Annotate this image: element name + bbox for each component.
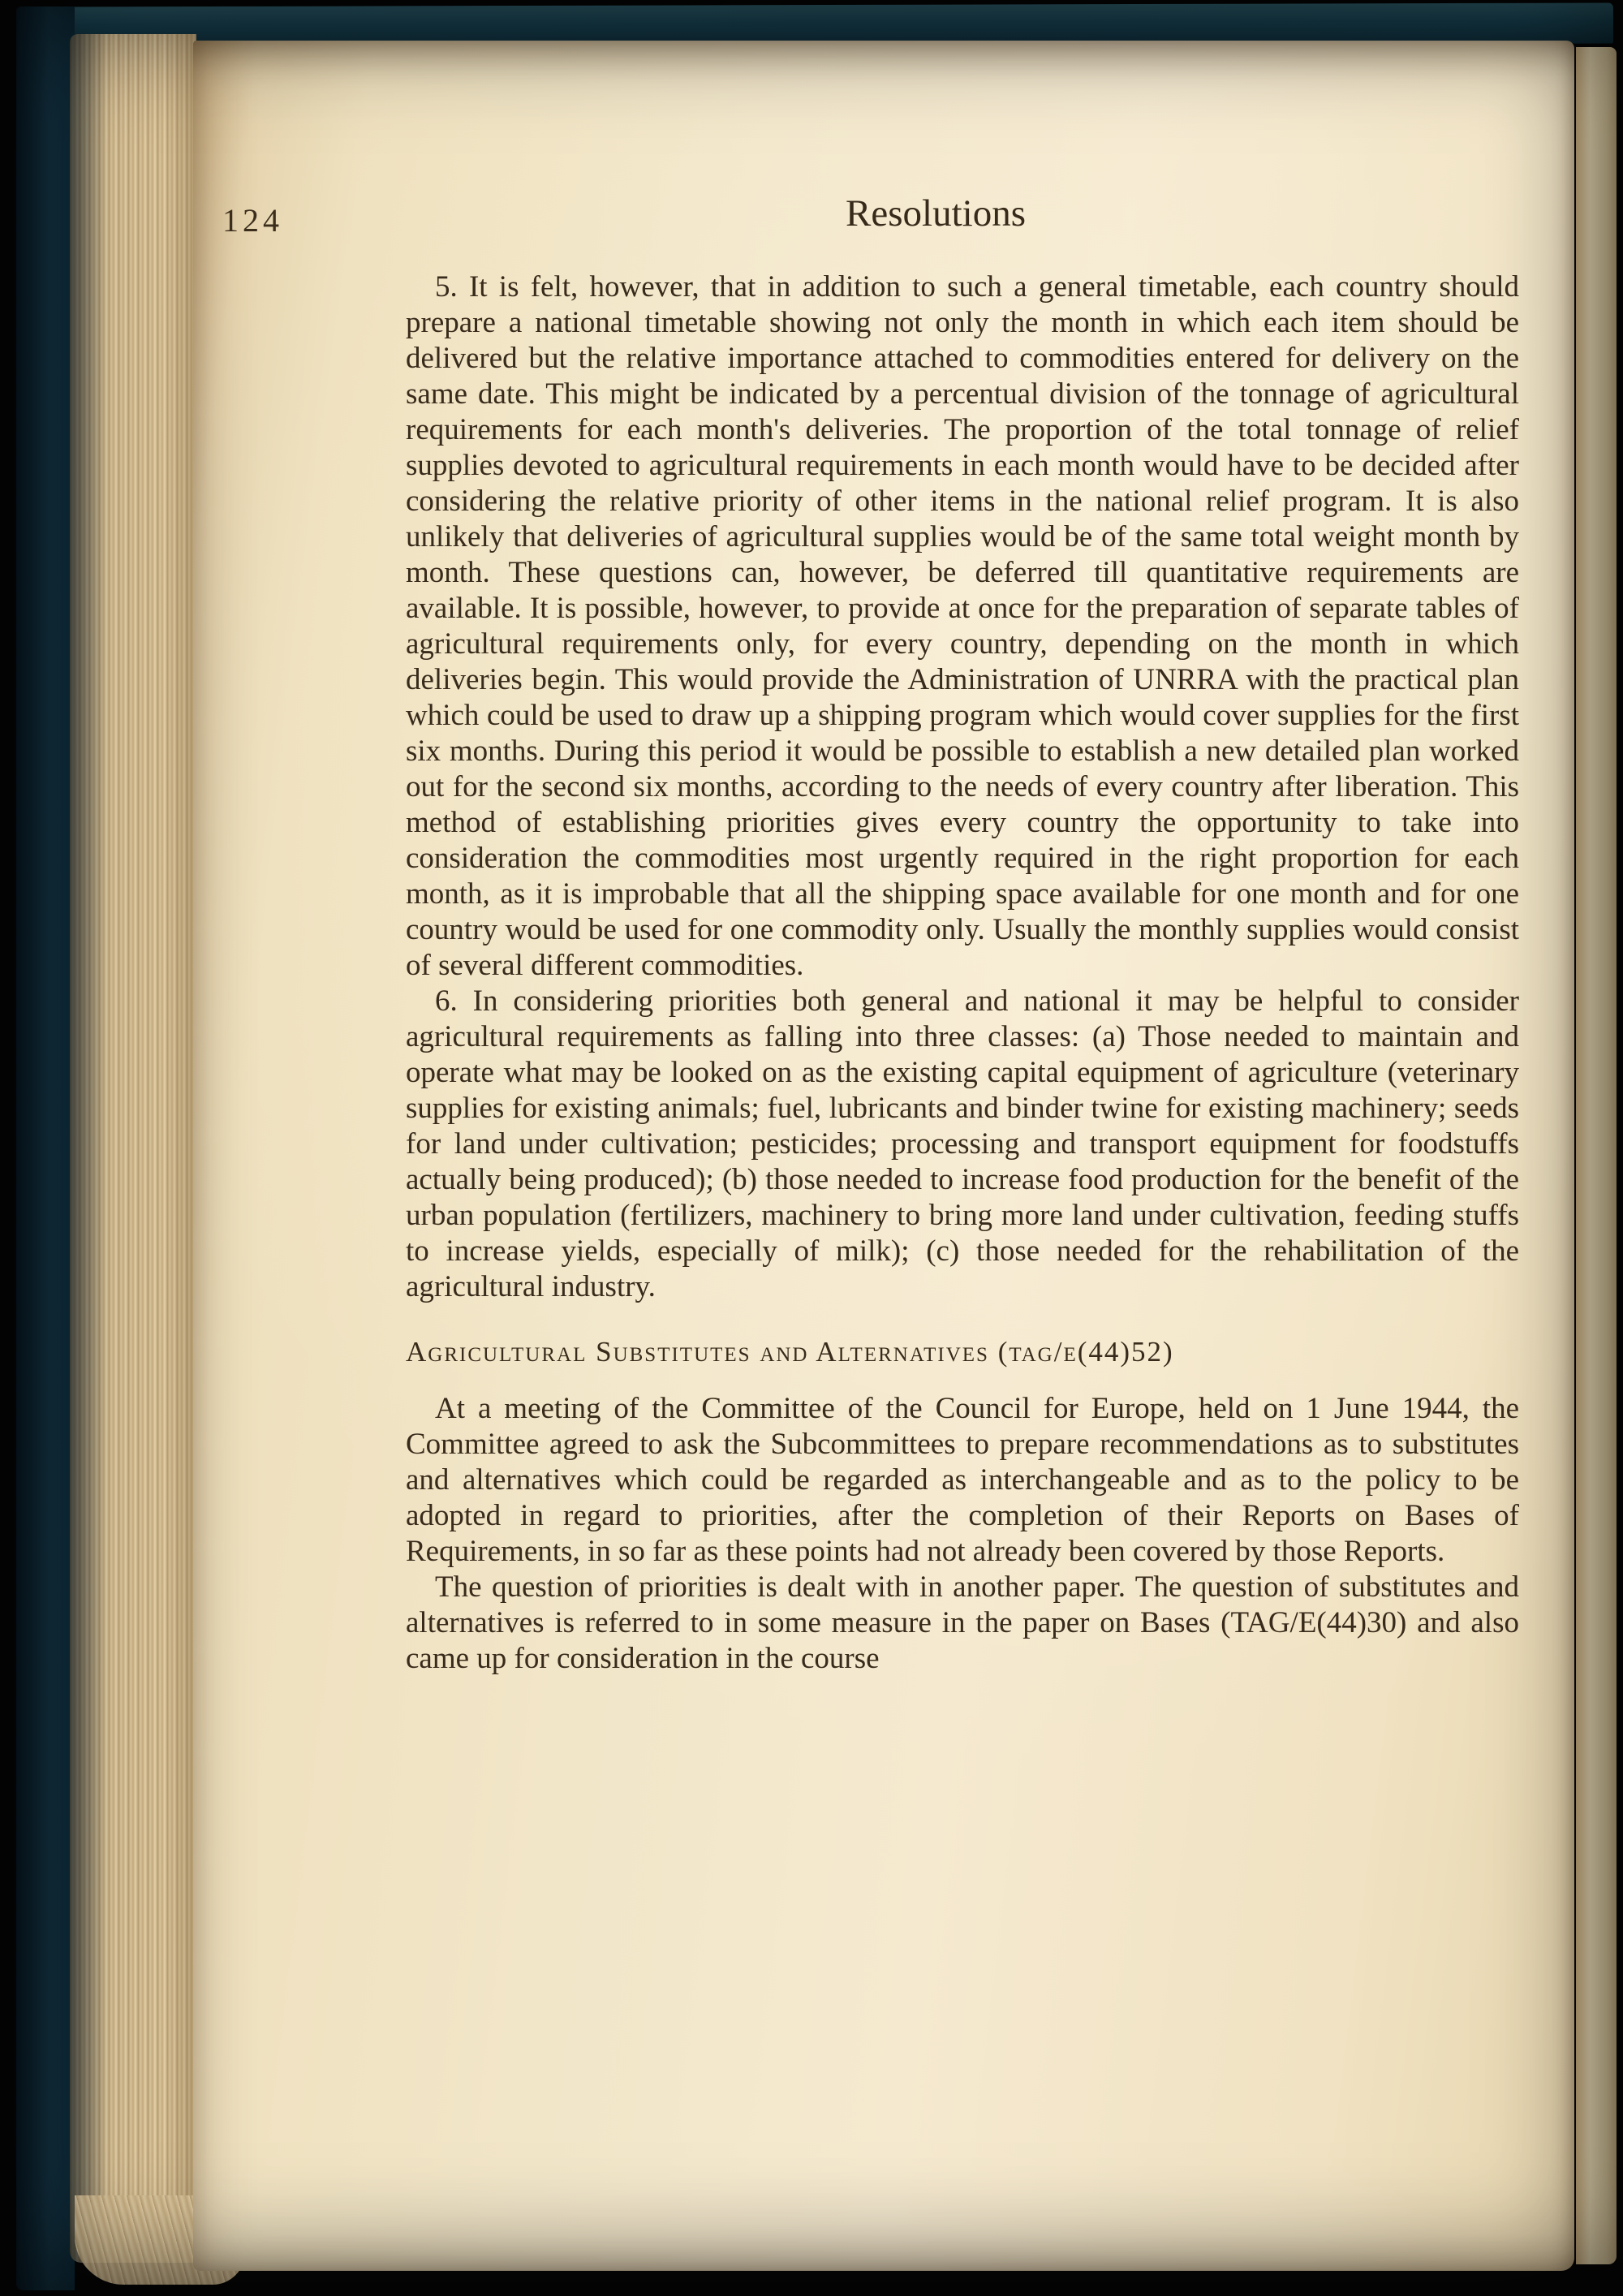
section-heading: Agricultural Substitutes and Alternatives (tag/e(44)52) — [406, 1336, 1174, 1368]
paragraph-6: 6. In considering priorities both general and national it may be helpful to consider agricultural requirements as falling into three classes: (a) Those needed to maintain and operate what may be looked on as the existing capital equipment of agriculture (veterinary supplies for existing animals; fuel, lubricants and binder twine for existing machinery; seeds for land under cultivation; pesticides; processing and transport equipment for foodstuffs actually being produced); (b) those needed to increase food production for the benefit of the urban population (fertilizers, machinery to bring more land under cultivation, feeding stuffs to increase yields, especially of milk); (c) those needed for the rehabilitation of the agricultural industry. — [406, 984, 1519, 1303]
book-page — [193, 41, 1574, 2271]
page-edge-stack — [70, 34, 196, 2263]
page-body — [406, 269, 1519, 1677]
paragraph-question: The question of priorities is dealt with in another paper. The question of substitutes and alternatives is referred to in some measure in the paper on Bases (TAG/E(44)30) and also came up for consideration in the course — [406, 1570, 1519, 1675]
paragraph-5: 5. It is felt, however, that in addition to such a general timetable, each country should prepare a national timetable showing not only the month in which each item should be delivered but the relative importance attached to commodities entered for delivery on the same date. This might be indicated by a percentual division of the tonnage of agricultural requirements for each month's deliveries. The proportion of the total tonnage of relief supplies devoted to agricultural requirements in each month would have to be decided after considering the relative priority of other items in the national relief program. It is also unlikely that deliveries of agricultural supplies would be of the same total weight month by month. These questions can, however, be deferred till quantitative requirements are available. It is possible, however, to provide at once for the preparation of separate tables of agricultural requirements only, for every country, depending on the month in which deliveries begin. This would provide the Administration of UNRRA with the practical plan which could be used to draw up a shipping program which would cover supplies for the first six months. During this period it would be possible to establish a new detailed plan worked out for the second six months, according to the needs of every country after liberation. This method of establishing priorities gives every country the opportunity to take into consideration the commodities most urgently required in the right proportion for each month, as it is improbable that all the shipping space available for one month and for one country would be used for one commodity only. Usually the monthly supplies would consist of several different commodities. — [406, 270, 1519, 982]
book-spine — [16, 6, 75, 2290]
running-head: Resolutions — [846, 192, 1026, 235]
page-number: 124 — [222, 202, 283, 239]
paragraph-meeting: At a meeting of the Committee of the Council for Europe, held on 1 June 1944, the Committee agreed to ask the Subcommittees to prepare recommendations as to substitutes and alternatives which could be regarded as interchangeable and as to the policy to be adopted in regard to priorities, after the completion of their Reports on Bases of Requirements, in so far as these points had not already been covered by those Reports. — [406, 1392, 1519, 1568]
next-page-edge — [1576, 47, 1617, 2264]
